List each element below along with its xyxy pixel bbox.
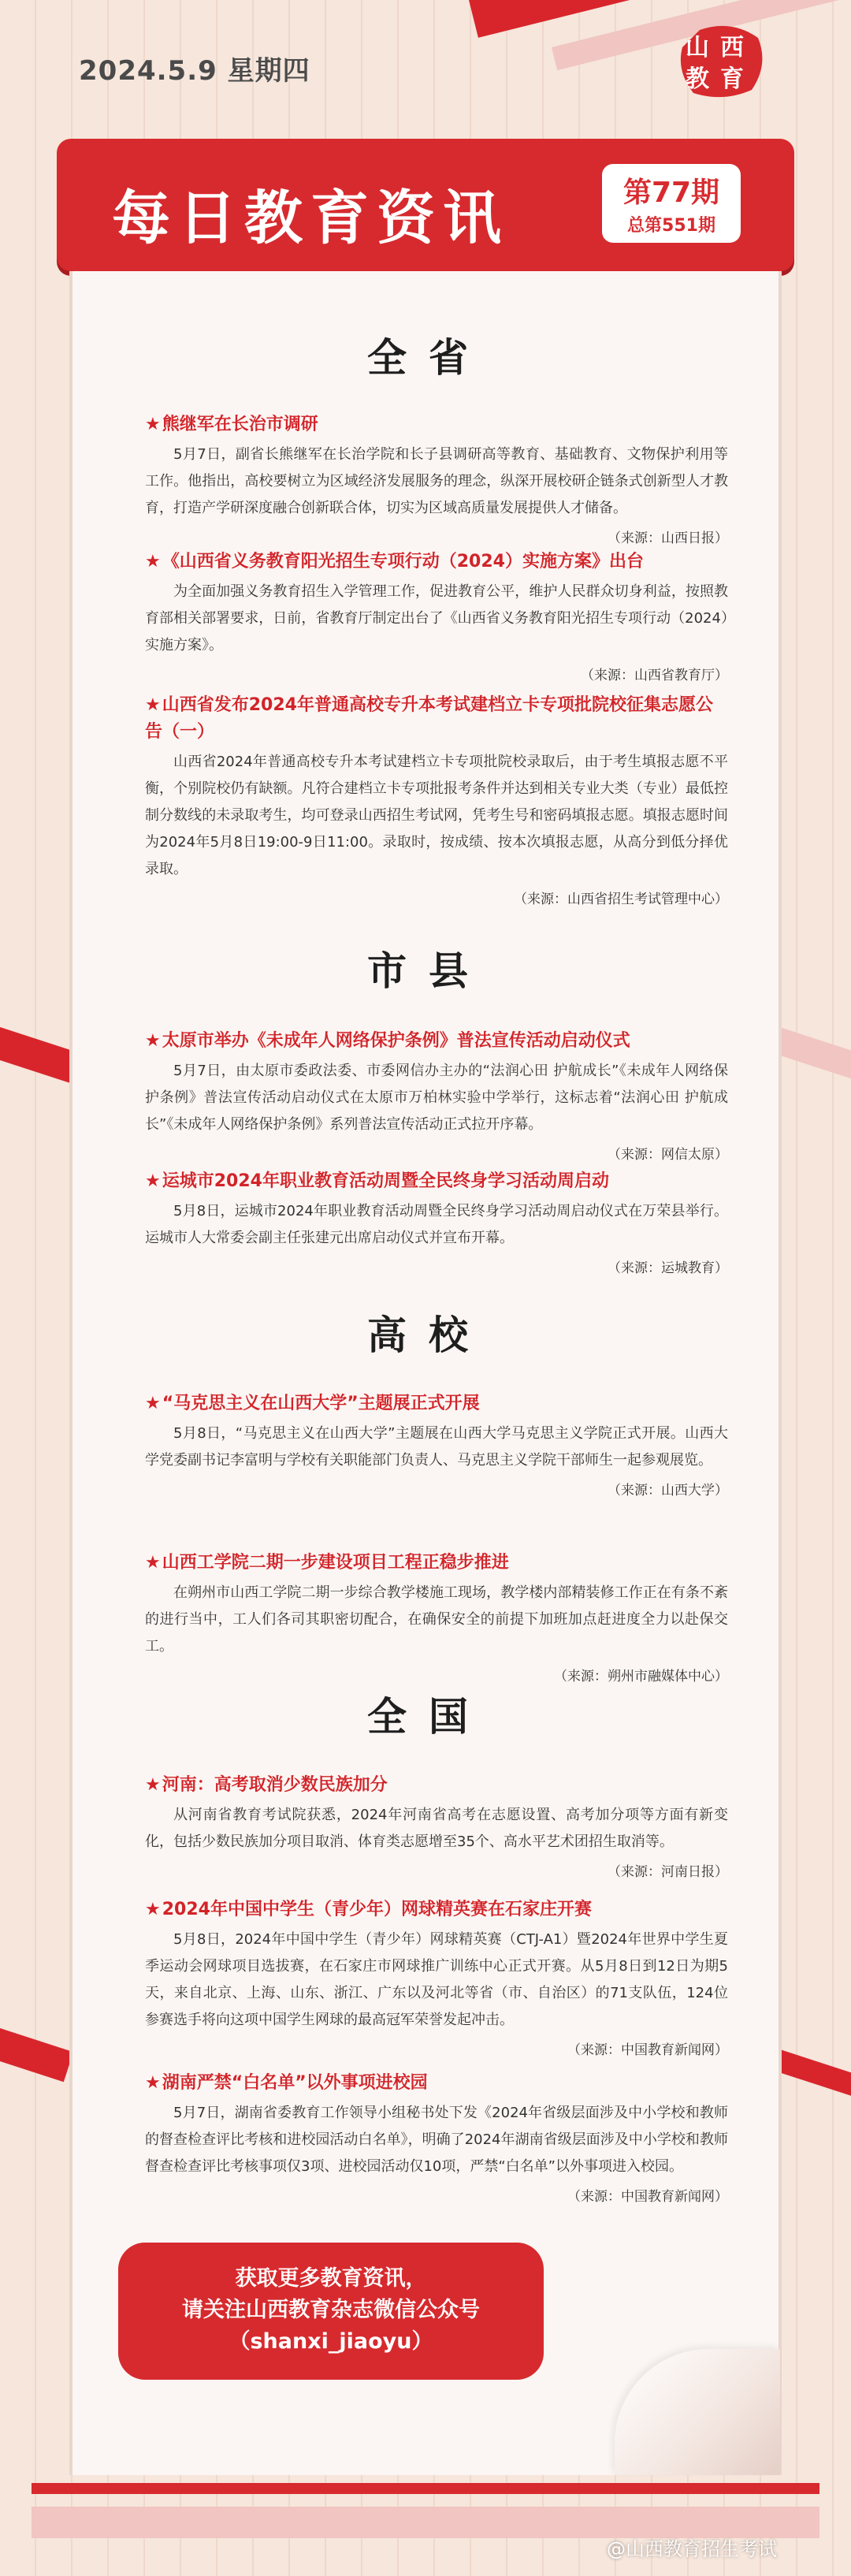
news-body: 在朔州市山西工学院二期一步综合教学楼施工现场，教学楼内部精装修工作正在有条不紊的进行当中，工人们各司其职密切配合，在确保安全的前提下加班加点赶进度全力以赴保交工。	[145, 1584, 728, 1655]
news-source: （来源：中国教育新闻网）	[567, 2042, 728, 2058]
watermark: @山西教育招生考试	[607, 2538, 777, 2560]
news-item	[145, 692, 728, 913]
news-headline[interactable]: ★“马克思主义在山西大学”主题展正式开展	[145, 1394, 480, 1413]
news-body: 山西省2024年普通高校专升本考试建档立卡专项批院校录取后，由于考生填报志愿不平衡，个别院校仍有缺额。凡符合建档立卡专项批报考条件并达到相关专业大类（专业）最低控制分数线的未录取考生，均可登录山西招生考试网，凭考生号和密码填报志愿。填报志愿时间为2024年5月8日19:00-9日11:00。录取时，按成绩、按本次填报志愿，从高分到低分择优录取。	[145, 754, 728, 877]
news-headline[interactable]: ★太原市举办《未成年人网络保护条例》普法宣传活动启动仪式	[145, 1031, 630, 1051]
news-source: （来源：山西省招生考试管理中心）	[514, 892, 728, 907]
star-icon: ★	[145, 1394, 161, 1413]
section-title-university: 高校	[367, 1312, 490, 1358]
content-paper	[69, 271, 782, 2475]
total-issue-number: 总第551期	[627, 216, 715, 236]
news-headline[interactable]: ★山西省发布2024年普通高校专升本考试建档立卡专项批院校征集志愿公告（一）	[145, 695, 713, 742]
news-source: （来源：运城教育）	[608, 1260, 728, 1276]
news-source: （来源：山西大学）	[608, 1483, 728, 1498]
news-source: （来源：网信太原）	[608, 1147, 728, 1163]
news-item	[145, 1390, 728, 1504]
news-source: （来源：朔州市融媒体中心）	[554, 1669, 728, 1684]
cta-line-1: 获取更多教育资讯，	[235, 2266, 427, 2291]
star-icon: ★	[145, 1171, 161, 1191]
news-item	[145, 1897, 728, 2064]
section-title-province: 全省	[367, 334, 490, 381]
news-item	[145, 411, 728, 552]
news-item	[145, 1168, 728, 1282]
star-icon: ★	[145, 1031, 161, 1051]
news-item	[145, 1550, 728, 1690]
cta-line-2: 请关注山西教育杂志微信公众号	[182, 2298, 480, 2322]
section-title-national: 全国	[367, 1693, 490, 1740]
news-body: 5月7日，副省长熊继军在长治学院和长子县调研高等教育、基础教育、文物保护利用等工作。他指出，高校要树立为区域经济发展服务的理念，纵深开展校研企链条式创新型人才教育，打造产学研深度融合创新联合体，切实为区域高质量发展提供人才储备。	[145, 446, 728, 516]
svg-text:西: 西	[720, 34, 744, 61]
news-headline[interactable]: ★山西工学院二期一步建设项目工程正稳步推进	[145, 1553, 509, 1573]
svg-text:育: 育	[720, 65, 744, 93]
star-icon: ★	[145, 552, 161, 571]
news-body: 5月7日，湖南省委教育工作领导小组秘书处下发《2024年省级层面涉及中小学校和教师的督查检查评比考核和进校园活动白名单》，明确了2024年湖南省级层面涉及中小学校和教师督查检查评比考核事项仅3项、进校园活动仅10项，严禁“白名单”以外事项进入校园。	[145, 2105, 728, 2175]
svg-text:山: 山	[686, 34, 709, 61]
news-headline[interactable]: ★湖南严禁“白名单”以外事项进校园	[145, 2073, 428, 2093]
star-icon: ★	[145, 1775, 161, 1795]
news-body: 5月8日，2024年中国中学生（青少年）网球精英赛（CTJ-A1）暨2024年世界中学生夏季运动会网球项目选拔赛，在石家庄市网球推广训练中心正式开赛。从5月8日到12日为期5天，来自北京、上海、山东、浙江、广东以及河北等省（市、自治区）的71支队伍，124位参赛选手将向这项中国学生网球的最高冠军荣誉发起冲击。	[145, 1931, 728, 2028]
news-item	[145, 1772, 728, 1885]
issue-number: 第77期	[622, 177, 720, 209]
bottom-bar	[32, 2483, 819, 2494]
cta-line-3: （shanxi_jiaoyu）	[229, 2329, 433, 2354]
star-icon: ★	[145, 695, 161, 715]
header-banner	[57, 139, 794, 271]
news-body: 为全面加强义务教育招生入学管理工作，促进教育公平，维护人民群众切身利益，按照教育部相关部署要求，日前，省教育厅制定出台了《山西省义务教育阳光招生专项行动（2024）实施方案》。	[145, 583, 728, 653]
news-source: （来源：河南日报）	[608, 1864, 728, 1880]
news-headline[interactable]: ★运城市2024年职业教育活动周暨全民终身学习活动周启动	[145, 1171, 609, 1191]
news-headline[interactable]: ★熊继军在长治市调研	[145, 415, 318, 434]
news-headline[interactable]: ★河南：高考取消少数民族加分	[145, 1775, 388, 1795]
date-label: 2024.5.9 星期四	[79, 55, 310, 87]
news-body: 5月8日，“马克思主义在山西大学”主题展在山西大学马克思主义学院正式开展。山西大学党委副书记李富明与学校有关职能部门负责人、马克思主义学院干部师生一起参观展览。	[145, 1425, 728, 1469]
logo-seal	[676, 24, 766, 99]
star-icon: ★	[145, 415, 161, 434]
svg-text:教: 教	[686, 65, 709, 93]
news-item	[145, 2070, 728, 2210]
news-body: 5月7日，由太原市委政法委、市委网信办主办的“法润心田 护航成长”《未成年人网络保护条例》普法宣传活动启动仪式在太原市万柏林实验中学举行，这标志着“法润心田 护航成长”《未成年人网络保护条例》系列普法宣传活动正式拉开序幕。	[145, 1063, 728, 1133]
news-item	[145, 1028, 728, 1168]
news-source: （来源：山西省教育厅）	[581, 668, 728, 683]
section-title-city: 市县	[367, 947, 490, 994]
news-source: （来源：中国教育新闻网）	[567, 2189, 728, 2205]
news-item	[145, 549, 728, 689]
star-icon: ★	[145, 1900, 161, 1919]
subscribe-banner[interactable]	[118, 2243, 544, 2380]
news-headline[interactable]: ★《山西省义务教育阳光招生专项行动（2024）实施方案》出台	[145, 552, 644, 571]
issue-badge	[602, 164, 741, 243]
news-body: 5月8日，运城市2024年职业教育活动周暨全民终身学习活动周启动仪式在万荣县举行。运城市人大常委会副主任张建元出席启动仪式并宣布开幕。	[145, 1203, 728, 1246]
news-headline[interactable]: ★2024年中国中学生（青少年）网球精英赛在石家庄开赛	[145, 1900, 592, 1919]
star-icon: ★	[145, 1553, 161, 1573]
news-body: 从河南省教育考试院获悉，2024年河南省高考在志愿设置、高考加分项等方面有新变化，包括少数民族加分项目取消、体育类志愿增至35个、高水平艺术团招生取消等。	[145, 1807, 728, 1850]
star-icon: ★	[145, 2073, 161, 2093]
page-title: 每日教育资讯	[112, 184, 509, 252]
news-source: （来源：山西日报）	[608, 530, 728, 546]
